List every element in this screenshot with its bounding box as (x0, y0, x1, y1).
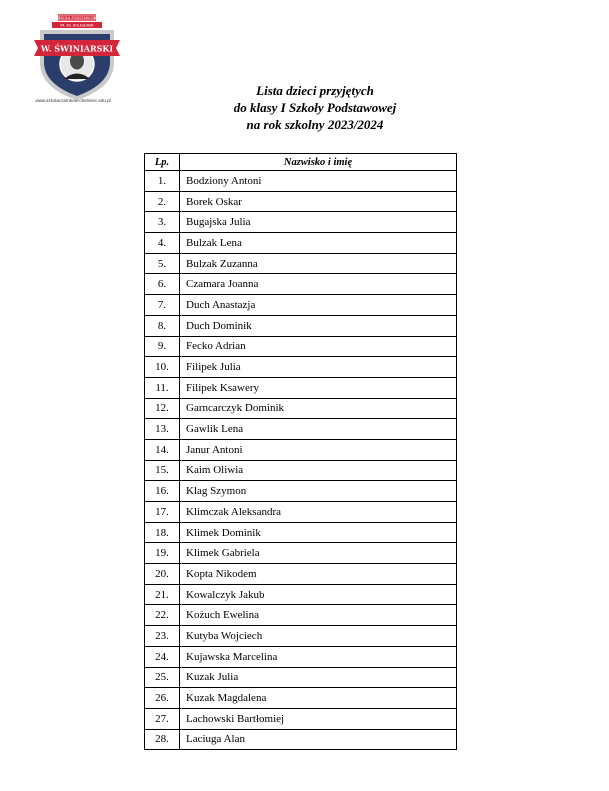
row-name: Gawlik Lena (180, 419, 457, 440)
row-name: Kaim Oliwia (180, 460, 457, 481)
title-line-3: na rok szkolny 2023/2024 (246, 117, 384, 132)
school-logo (30, 12, 124, 102)
school-crest-icon (30, 12, 124, 102)
row-number: 1. (145, 171, 180, 192)
row-number: 7. (145, 295, 180, 316)
row-number: 14. (145, 439, 180, 460)
row-number: 9. (145, 336, 180, 357)
table-row (145, 191, 457, 212)
table-row (145, 729, 457, 750)
row-number: 26. (145, 688, 180, 709)
row-name: Kożuch Ewelina (180, 605, 457, 626)
row-name: Kutyba Wojciech (180, 626, 457, 647)
table-row (145, 398, 457, 419)
row-number: 10. (145, 357, 180, 378)
table-row (145, 667, 457, 688)
row-name: Klimczak Aleksandra (180, 502, 457, 523)
row-name: Kopta Nikodem (180, 564, 457, 585)
row-name: Kuzak Magdalena (180, 688, 457, 709)
row-name: Borek Oskar (180, 191, 457, 212)
table-body (145, 171, 457, 750)
admission-table (144, 153, 457, 750)
row-name: Bodziony Antoni (180, 171, 457, 192)
table-row (145, 605, 457, 626)
row-name: Kuzak Julia (180, 667, 457, 688)
row-name: Laciuga Alan (180, 729, 457, 750)
row-number: 18. (145, 522, 180, 543)
row-name: Bulzak Zuzanna (180, 253, 457, 274)
table-row (145, 171, 457, 192)
table-header-row (145, 154, 457, 171)
table-row (145, 646, 457, 667)
title-line-1: Lista dzieci przyjętych (256, 83, 374, 98)
table-row (145, 212, 457, 233)
row-number: 12. (145, 398, 180, 419)
table-row (145, 357, 457, 378)
row-number: 25. (145, 667, 180, 688)
svg-text:IM. KS. BOLESŁAWA: IM. KS. BOLESŁAWA (60, 23, 94, 28)
row-number: 4. (145, 233, 180, 254)
svg-text:SZKOŁA PODSTAWOWA: SZKOŁA PODSTAWOWA (56, 16, 98, 21)
row-name: Klimek Dominik (180, 522, 457, 543)
row-name: Lachowski Bartłomiej (180, 708, 457, 729)
logo-url: www.szkolaczarnkow-chelmiec.edu.pl (35, 98, 111, 103)
table-row (145, 274, 457, 295)
row-name: Kujawska Marcelina (180, 646, 457, 667)
table-row (145, 626, 457, 647)
row-number: 15. (145, 460, 180, 481)
table-row (145, 336, 457, 357)
row-name: Filipek Ksawery (180, 377, 457, 398)
header-lp: Lp. (145, 154, 180, 171)
table-row (145, 233, 457, 254)
table-row (145, 315, 457, 336)
row-name: Fecko Adrian (180, 336, 457, 357)
row-name: Czamara Joanna (180, 274, 457, 295)
row-name: Bulzak Lena (180, 233, 457, 254)
row-number: 22. (145, 605, 180, 626)
table-row (145, 377, 457, 398)
title-line-2: do klasy I Szkoły Podstawowej (233, 100, 397, 115)
row-number: 20. (145, 564, 180, 585)
row-name: Duch Anastazja (180, 295, 457, 316)
row-name: Bugajska Julia (180, 212, 457, 233)
row-name: Kowalczyk Jakub (180, 584, 457, 605)
table-row (145, 419, 457, 440)
row-number: 3. (145, 212, 180, 233)
row-number: 16. (145, 481, 180, 502)
table-row (145, 522, 457, 543)
row-number: 13. (145, 419, 180, 440)
row-number: 11. (145, 377, 180, 398)
row-number: 21. (145, 584, 180, 605)
page-title (150, 82, 480, 133)
table-row (145, 543, 457, 564)
table-row (145, 584, 457, 605)
row-name: Klimek Gabriela (180, 543, 457, 564)
table-row (145, 502, 457, 523)
table-row (145, 460, 457, 481)
row-number: 23. (145, 626, 180, 647)
table-row (145, 564, 457, 585)
table-row (145, 295, 457, 316)
table-row (145, 688, 457, 709)
row-number: 17. (145, 502, 180, 523)
svg-text:W. ŚWINIARSKI: W. ŚWINIARSKI (40, 43, 114, 54)
row-number: 8. (145, 315, 180, 336)
row-number: 28. (145, 729, 180, 750)
row-name: Duch Dominik (180, 315, 457, 336)
table-row (145, 708, 457, 729)
table-row (145, 253, 457, 274)
row-number: 2. (145, 191, 180, 212)
row-number: 5. (145, 253, 180, 274)
row-number: 19. (145, 543, 180, 564)
row-name: Janur Antoni (180, 439, 457, 460)
table-row (145, 439, 457, 460)
header-name: Nazwisko i imię (180, 154, 457, 171)
row-number: 27. (145, 708, 180, 729)
row-number: 6. (145, 274, 180, 295)
row-name: Filipek Julia (180, 357, 457, 378)
table-row (145, 481, 457, 502)
row-name: Garncarczyk Dominik (180, 398, 457, 419)
row-number: 24. (145, 646, 180, 667)
row-name: Klag Szymon (180, 481, 457, 502)
